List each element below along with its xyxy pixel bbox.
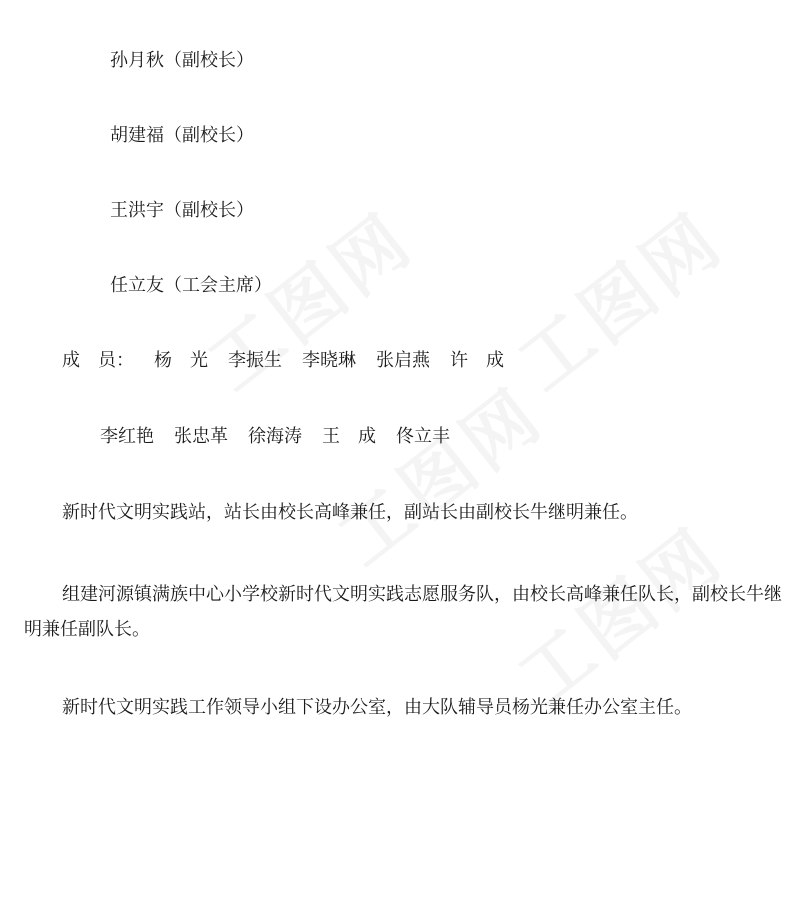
member-name: 佟立丰	[396, 426, 450, 447]
members-row	[100, 424, 470, 450]
paragraph: 新时代文明实践工作领导小组下设办公室，由大队辅导员杨光兼任办公室主任。	[62, 697, 692, 718]
member-name: 李红艳	[100, 426, 154, 447]
paragraph: 组建河源镇满族中心小学校新时代文明实践志愿服务队，由校长高峰兼任队长，副校长牛继明兼任副队长。	[24, 584, 782, 640]
member-name: 张忠革	[174, 426, 228, 447]
member-name: 李振生	[228, 350, 282, 371]
watermark	[493, 184, 741, 410]
members-label: 成 员：	[62, 350, 134, 371]
leader-line: 王洪宇（副校长）	[110, 200, 254, 221]
watermark	[313, 359, 561, 585]
member-name: 徐海涛	[248, 426, 302, 447]
leader-line: 胡建福（副校长）	[110, 125, 254, 146]
member-name: 张启燕	[376, 350, 430, 371]
member-name: 李晓琳	[302, 350, 356, 371]
leader-line: 孙月秋（副校长）	[110, 50, 254, 71]
members-row	[62, 348, 524, 374]
member-name: 杨 光	[154, 350, 208, 371]
member-name: 王 成	[322, 426, 376, 447]
leader-line: 任立友（工会主席）	[110, 275, 272, 296]
member-name: 许 成	[450, 350, 504, 371]
paragraph: 新时代文明实践站，站长由校长高峰兼任，副站长由副校长牛继明兼任。	[62, 502, 638, 523]
